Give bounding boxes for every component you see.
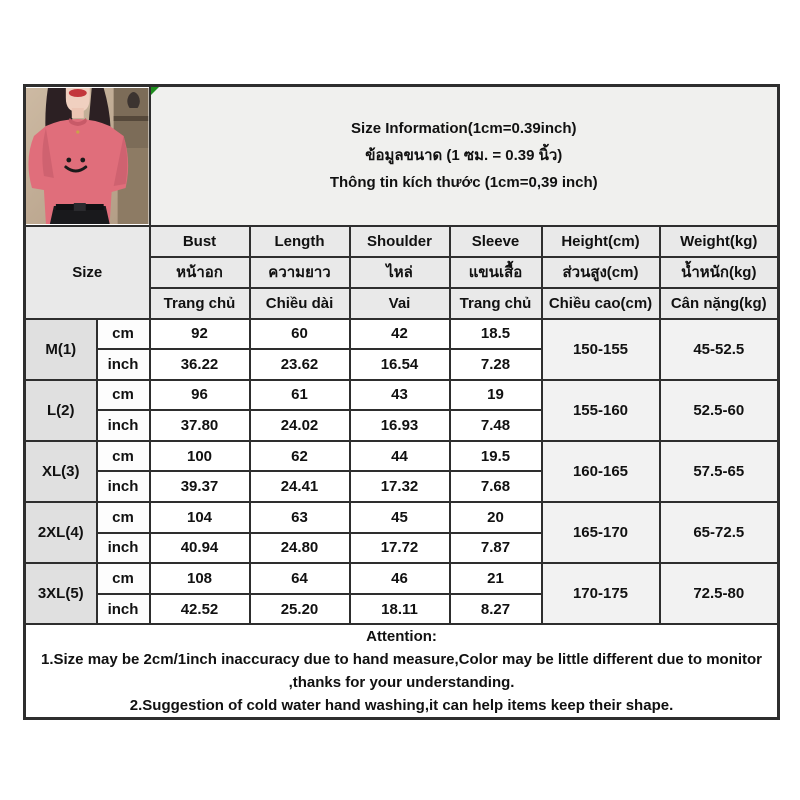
unit-label-inch: inch — [97, 410, 150, 441]
unit-label-inch: inch — [97, 471, 150, 502]
col-header-sleeve-vi: Trang chủ — [450, 288, 542, 319]
size-information-title — [150, 86, 779, 226]
col-header-height-en: Height(cm) — [542, 226, 660, 257]
value-cell: 24.02 — [250, 410, 350, 441]
col-header-shoulder-th: ไหล่ — [350, 257, 450, 288]
value-cell: 42 — [350, 319, 450, 350]
value-cell: 19 — [450, 380, 542, 411]
product-photo — [25, 86, 150, 226]
weight-range-cell: 57.5-65 — [660, 441, 779, 502]
weight-range-cell: 72.5-80 — [660, 563, 779, 624]
value-cell: 17.72 — [350, 533, 450, 564]
value-cell: 18.11 — [350, 594, 450, 625]
value-cell: 46 — [350, 563, 450, 594]
col-header-length-th: ความยาว — [250, 257, 350, 288]
value-cell: 45 — [350, 502, 450, 533]
value-cell: 96 — [150, 380, 250, 411]
value-cell: 7.28 — [450, 349, 542, 380]
value-cell: 24.41 — [250, 471, 350, 502]
table-row-xl-cm — [25, 441, 779, 472]
value-cell: 18.5 — [450, 319, 542, 350]
value-cell: 20 — [450, 502, 542, 533]
col-header-bust-en: Bust — [150, 226, 250, 257]
table-row-m-cm — [25, 319, 779, 350]
table-row-2xl-cm — [25, 502, 779, 533]
attention-note-2: 2.Suggestion of cold water hand washing,it can help items keep their shape. — [129, 697, 674, 715]
value-cell: 64 — [250, 563, 350, 594]
value-cell: 16.93 — [350, 410, 450, 441]
col-header-weight-vi: Cân nặng(kg) — [660, 288, 779, 319]
col-header-bust-th: หน้าอก — [150, 257, 250, 288]
col-header-height-vi: Chiều cao(cm) — [542, 288, 660, 319]
value-cell: 7.87 — [450, 533, 542, 564]
col-header-length-vi: Chiều dài — [250, 288, 350, 319]
attention-note-1: 1.Size may be 2cm/1inch inaccuracy due to hand measure,Color may be little different due to monitor ,thanks for your understanding. — [41, 651, 763, 692]
value-cell: 44 — [350, 441, 450, 472]
col-header-length-en: Length — [250, 226, 350, 257]
value-cell: 16.54 — [350, 349, 450, 380]
value-cell: 43 — [350, 380, 450, 411]
unit-label-cm: cm — [97, 319, 150, 350]
value-cell: 7.48 — [450, 410, 542, 441]
table-row-3xl-cm — [25, 563, 779, 594]
col-header-shoulder-en: Shoulder — [350, 226, 450, 257]
value-cell: 40.94 — [150, 533, 250, 564]
value-cell: 17.32 — [350, 471, 450, 502]
unit-label-cm: cm — [97, 441, 150, 472]
col-header-sleeve-th: แขนเสื้อ — [450, 257, 542, 288]
value-cell: 7.68 — [450, 471, 542, 502]
green-corner-marker — [151, 87, 159, 95]
col-header-bust-vi: Trang chủ — [150, 288, 250, 319]
col-header-weight-en: Weight(kg) — [660, 226, 779, 257]
product-photo-illustration — [26, 88, 149, 224]
col-header-height-th: ส่วนสูง(cm) — [542, 257, 660, 288]
value-cell: 63 — [250, 502, 350, 533]
height-range-cell: 165-170 — [542, 502, 660, 563]
value-cell: 60 — [250, 319, 350, 350]
col-header-weight-th: น้ำหนัก(kg) — [660, 257, 779, 288]
weight-range-cell: 52.5-60 — [660, 380, 779, 441]
size-column-header: Size — [25, 226, 150, 319]
size-label-2xl: 2XL(4) — [25, 502, 97, 563]
value-cell: 23.62 — [250, 349, 350, 380]
attention-heading: Attention: — [366, 628, 437, 646]
value-cell: 61 — [250, 380, 350, 411]
height-range-cell: 155-160 — [542, 380, 660, 441]
value-cell: 104 — [150, 502, 250, 533]
unit-label-inch: inch — [97, 349, 150, 380]
attention-section — [25, 624, 779, 719]
size-label-l: L(2) — [25, 380, 97, 441]
unit-label-inch: inch — [97, 533, 150, 564]
value-cell: 39.37 — [150, 471, 250, 502]
value-cell: 92 — [150, 319, 250, 350]
value-cell: 25.20 — [250, 594, 350, 625]
value-cell: 24.80 — [250, 533, 350, 564]
height-range-cell: 160-165 — [542, 441, 660, 502]
col-header-shoulder-vi: Vai — [350, 288, 450, 319]
col-header-sleeve-en: Sleeve — [450, 226, 542, 257]
table-row-l-cm — [25, 380, 779, 411]
value-cell: 8.27 — [450, 594, 542, 625]
size-chart-table — [23, 84, 780, 720]
value-cell: 21 — [450, 563, 542, 594]
size-label-3xl: 3XL(5) — [25, 563, 97, 624]
unit-label-cm: cm — [97, 502, 150, 533]
title-line-thai: ข้อมูลขนาด (1 ซม. = 0.39 นิ้ว) — [365, 147, 563, 165]
weight-range-cell: 65-72.5 — [660, 502, 779, 563]
weight-range-cell: 45-52.5 — [660, 319, 779, 380]
value-cell: 37.80 — [150, 410, 250, 441]
title-line-english: Size Information(1cm=0.39inch) — [351, 120, 577, 138]
value-cell: 36.22 — [150, 349, 250, 380]
height-range-cell: 150-155 — [542, 319, 660, 380]
value-cell: 100 — [150, 441, 250, 472]
unit-label-inch: inch — [97, 594, 150, 625]
height-range-cell: 170-175 — [542, 563, 660, 624]
title-line-vietnamese: Thông tin kích thước (1cm=0,39 inch) — [329, 174, 598, 192]
value-cell: 42.52 — [150, 594, 250, 625]
unit-label-cm: cm — [97, 563, 150, 594]
size-label-m: M(1) — [25, 319, 97, 380]
value-cell: 62 — [250, 441, 350, 472]
unit-label-cm: cm — [97, 380, 150, 411]
value-cell: 19.5 — [450, 441, 542, 472]
size-label-xl: XL(3) — [25, 441, 97, 502]
value-cell: 108 — [150, 563, 250, 594]
